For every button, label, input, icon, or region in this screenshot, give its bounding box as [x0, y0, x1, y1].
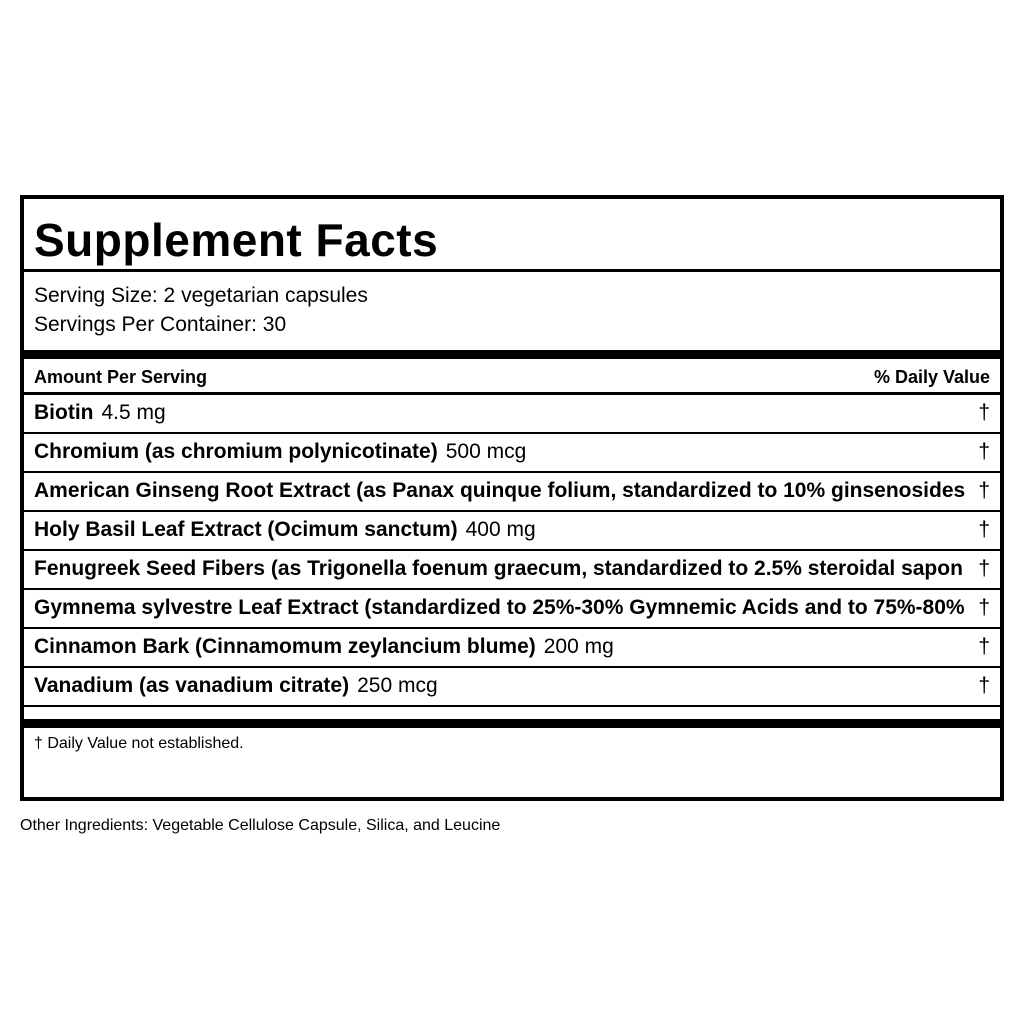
ingredient-name: Biotin: [34, 401, 94, 424]
ingredient-row: [24, 473, 1000, 512]
servings-per-container: Servings Per Container: 30: [34, 313, 287, 336]
ingredient-amount: 500 mcg: [445, 440, 527, 463]
ingredient-name: Chromium (as chromium polynicotinate): [34, 440, 438, 463]
ingredient-row: [24, 512, 1000, 551]
ingredient-amount: 4.5 mg: [101, 401, 166, 424]
daily-value-dagger: †: [978, 440, 990, 463]
ingredient-row: [24, 590, 1000, 629]
supplement-facts-panel: [20, 195, 1004, 801]
ingredient-row: [24, 395, 1000, 434]
ingredient-name: Vanadium (as vanadium citrate): [34, 674, 350, 697]
amount-per-serving-label: Amount Per Serving: [34, 367, 208, 387]
ingredient-name: Fenugreek Seed Fibers (as Trigonella foenum graecum, standardized to 2.5% steroidal sapon: [34, 557, 963, 580]
daily-value-label: % Daily Value: [873, 367, 990, 387]
daily-value-dagger: †: [978, 635, 990, 658]
ingredient-list: [24, 395, 1000, 707]
serving-size: Serving Size: 2 vegetarian capsules: [34, 284, 368, 307]
daily-value-dagger: †: [978, 518, 990, 541]
daily-value-dagger: †: [978, 401, 990, 424]
ingredient-name: Cinnamon Bark (Cinnamomum zeylancium blume): [34, 635, 536, 658]
ingredient-amount: 400 mg: [465, 518, 536, 541]
daily-value-dagger: †: [978, 557, 990, 580]
ingredient-row: [24, 434, 1000, 473]
thick-divider-bottom: [24, 719, 1000, 728]
panel-title: Supplement Facts: [34, 214, 439, 266]
thick-divider-top: [24, 350, 1000, 359]
daily-value-dagger: †: [978, 479, 990, 502]
daily-value-dagger: †: [978, 596, 990, 619]
ingredient-row: [24, 668, 1000, 707]
other-ingredients: Other Ingredients: Vegetable Cellulose Capsule, Silica, and Leucine: [20, 817, 501, 834]
amount-header-row: [24, 359, 1000, 395]
daily-value-footnote: † Daily Value not established.: [34, 735, 244, 752]
ingredient-amount: 250 mcg: [357, 674, 438, 697]
ingredient-name: American Ginseng Root Extract (as Panax quinque folium, standardized to 10% ginsenosides: [34, 479, 966, 502]
ingredient-name: Gymnema sylvestre Leaf Extract (standardized to 25%-30% Gymnemic Acids and to 75%-80%: [34, 596, 965, 619]
serving-info: [24, 272, 1000, 350]
ingredient-row: [24, 629, 1000, 668]
daily-value-dagger: †: [978, 674, 990, 697]
ingredient-amount: 200 mg: [543, 635, 614, 658]
ingredient-row: [24, 551, 1000, 590]
ingredient-name: Holy Basil Leaf Extract (Ocimum sanctum): [34, 518, 458, 541]
title-row: [24, 199, 1000, 272]
